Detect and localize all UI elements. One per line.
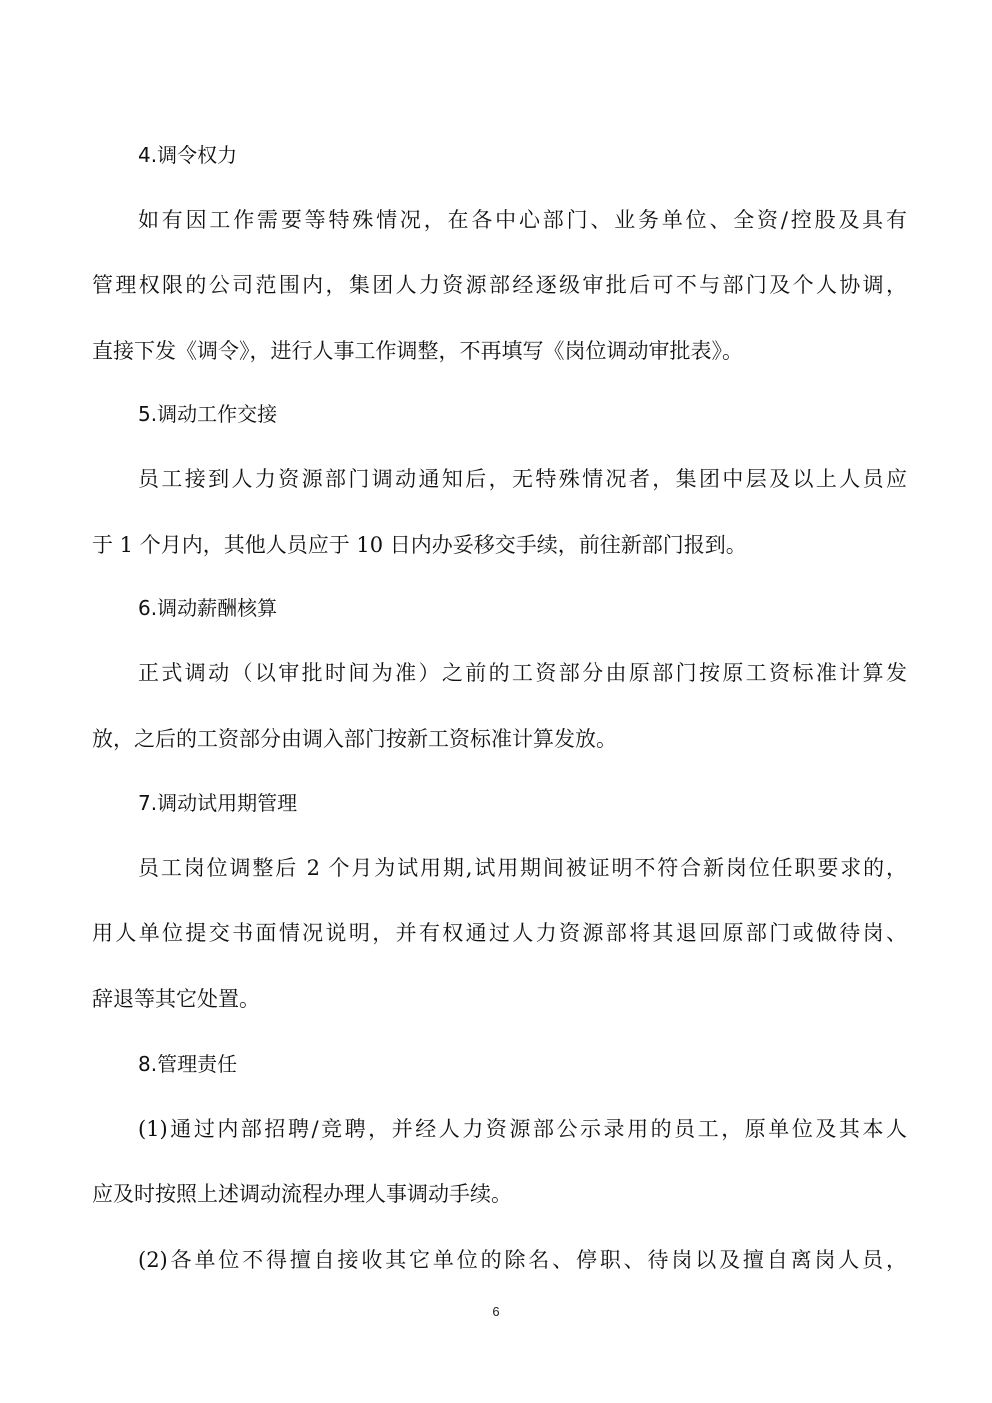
page-number: 6 — [492, 1304, 500, 1319]
paragraph-line: 直接下发《调令》，进行人事工作调整，不再填写《岗位调动审批表》。 — [92, 339, 743, 363]
section-heading-4: 4.调令权力 — [138, 143, 238, 167]
section-heading-8: 8.管理责任 — [138, 1052, 238, 1076]
paragraph-line: 管理权限的公司范围内，集团人力资源部经逐级审批后可不与部门及个人协调， — [92, 273, 907, 297]
paragraph-line: 用人单位提交书面情况说明，并有权通过人力资源部将其退回原部门或做待岗、 — [92, 921, 907, 945]
paragraph-line: (1)通过内部招聘/竞聘，并经人力资源部公示录用的员工，原单位及其本人 — [138, 1117, 907, 1141]
paragraph-line: 辞退等其它处置。 — [92, 987, 260, 1011]
paragraph-line: 员工接到人力资源部门调动通知后，无特殊情况者，集团中层及以上人员应 — [138, 467, 907, 491]
paragraph-line: 如有因工作需要等特殊情况，在各中心部门、业务单位、全资/控股及具有 — [138, 208, 907, 232]
section-heading-6: 6.调动薪酬核算 — [138, 596, 278, 620]
paragraph-line: 正式调动（以审批时间为准）之前的工资部分由原部门按原工资标准计算发 — [138, 661, 907, 685]
section-heading-7: 7.调动试用期管理 — [138, 791, 298, 815]
paragraph-line: 员工岗位调整后 2 个月为试用期,试用期间被证明不符合新岗位任职要求的， — [138, 856, 907, 880]
paragraph-line: (2)各单位不得擅自接收其它单位的除名、停职、待岗以及擅自离岗人员， — [138, 1248, 907, 1272]
paragraph-line: 于 1 个月内，其他人员应于 10 日内办妥移交手续，前往新部门报到。 — [92, 533, 747, 557]
section-heading-5: 5.调动工作交接 — [138, 402, 278, 426]
paragraph-line: 放，之后的工资部分由调入部门按新工资标准计算发放。 — [92, 727, 617, 751]
paragraph-line: 应及时按照上述调动流程办理人事调动手续。 — [92, 1182, 512, 1206]
